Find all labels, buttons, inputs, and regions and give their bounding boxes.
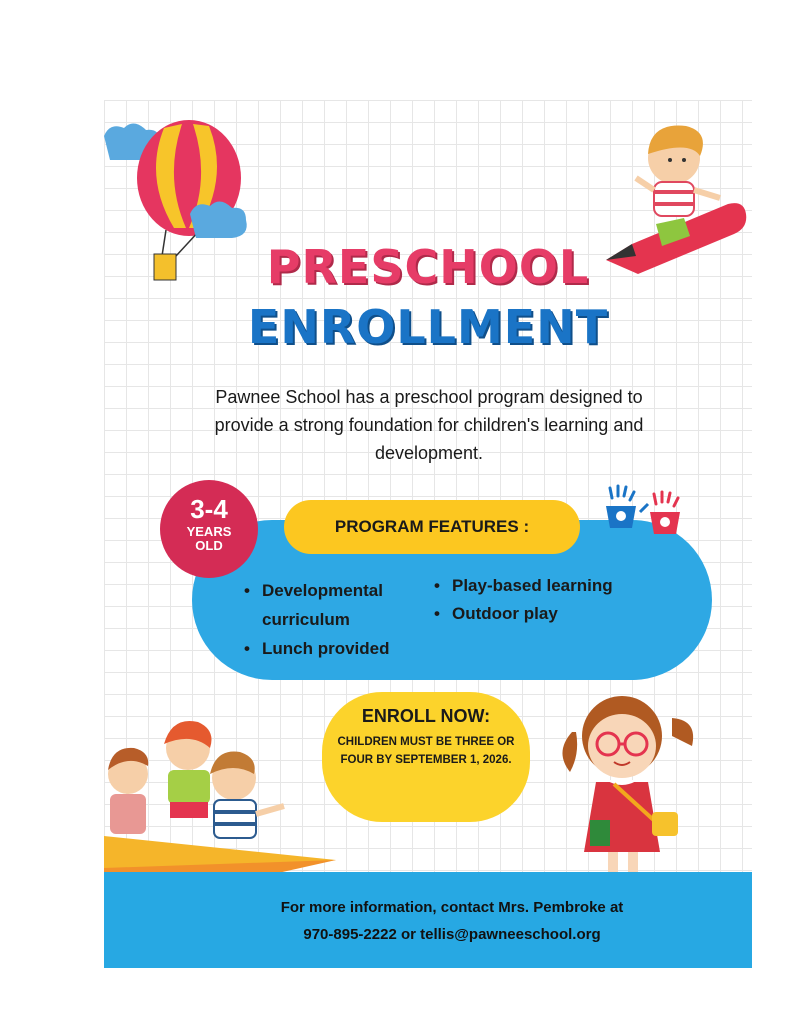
page-title-line1: PRESCHOOL [266,240,590,294]
handprints-icon [598,484,692,544]
age-label-1: YEARS [186,524,232,539]
flyer [104,100,752,968]
page-title-line2: ENROLLMENT [247,300,609,354]
age-range: 3-4 [190,494,228,524]
contact-info [224,894,680,948]
enroll-heading: ENROLL NOW: [361,706,491,726]
girl-with-glasses-icon [554,674,704,894]
intro-text: Pawnee School has a preschool program designed to provide a strong foundation for children's learning and development. [214,387,644,463]
enroll-now-callout [322,692,530,822]
feature-item: • Play-based learning [434,572,613,600]
features-right-list [434,572,613,628]
contact-line-2: 970-895-2222 or tellis@pawneeschool.org [303,926,601,943]
features-left-list [244,576,412,663]
features-heading: PROGRAM FEATURES : [284,500,580,554]
feature-item: • Lunch provided [244,634,412,663]
footer-banner [104,872,752,968]
age-label-2: OLD [195,538,223,553]
contact-line-1: For more information, contact Mrs. Pembroke at [280,899,624,916]
enroll-requirement: CHILDREN MUST BE THREE OR FOUR BY SEPTEMBER 1, 2026. [337,736,515,766]
feature-item: • Developmental curriculum [244,576,412,634]
feature-item: • Outdoor play [434,600,613,628]
age-badge [160,480,258,578]
